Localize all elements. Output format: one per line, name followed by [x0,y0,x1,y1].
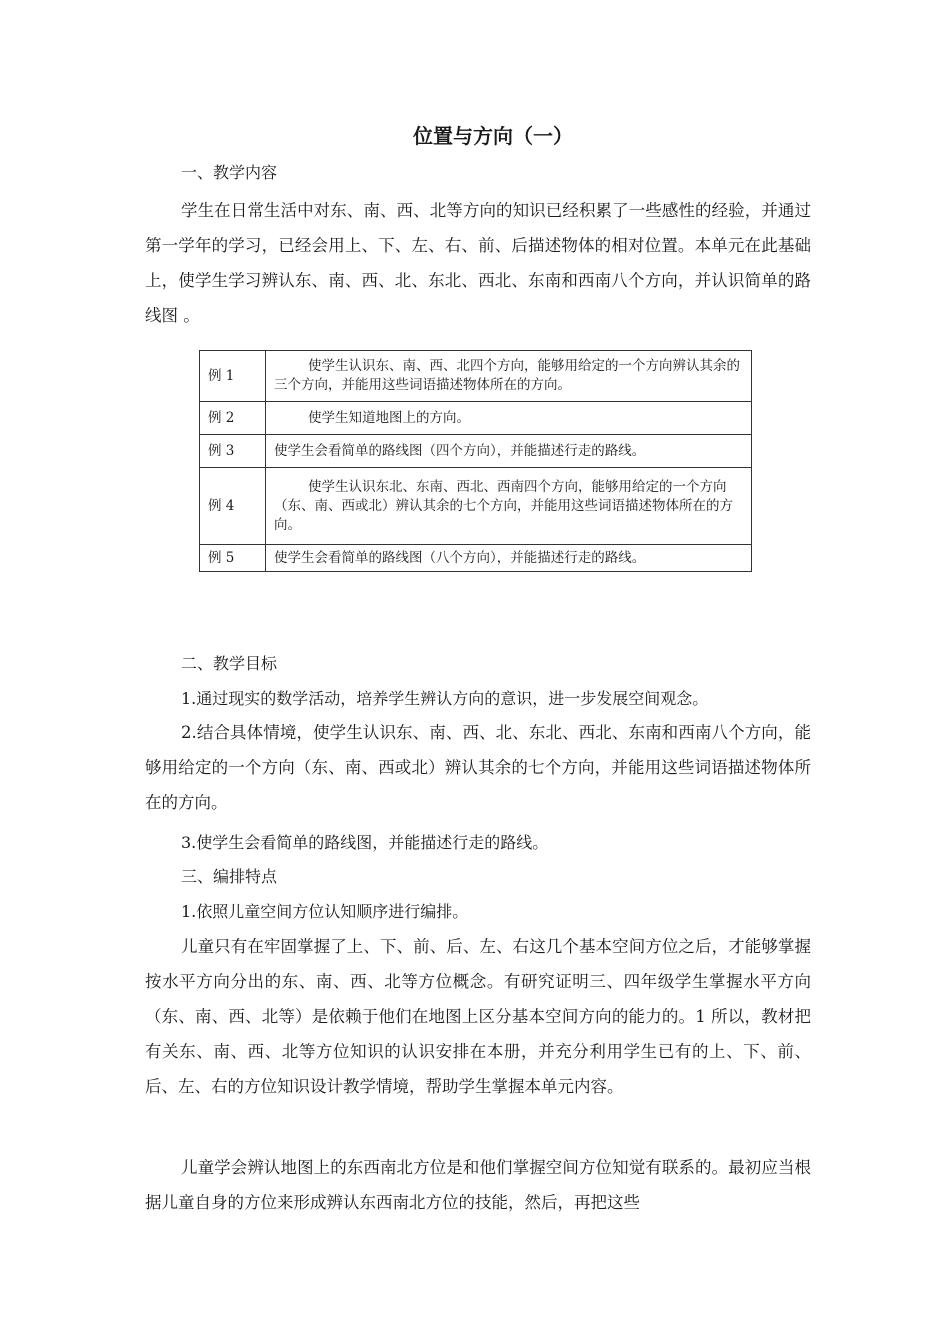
page-title: 位置与方向（一） [413,124,573,148]
example-label: 例 3 [200,435,266,468]
examples-table [199,350,752,572]
feature-paragraph: 儿童学会辨认地图上的东西南北方位是和他们掌握空间方位知觉有联系的。最初应当根据儿童自身的方位来形成辨认东西南北方位的技能，然后，再把这些 [145,1158,811,1212]
goal-item-2: 2.结合具体情境，使学生认识东、南、西、北、东北、西北、东南和西南八个方向，能够用给定的一个方向（东、南、西或北）辨认其余的七个方向，并能用这些词语描述物体所在的方向。 [145,723,811,812]
feature-item-1: 1.依照儿童空间方位认知顺序进行编排。 [181,902,469,921]
example-label: 例 2 [200,402,266,435]
example-text: 使学生知道地图上的方向。 [266,402,752,435]
feature-paragraph: 儿童只有在牢固掌握了上、下、前、后、左、右这几个基本空间方位之后，才能够掌握按水平方向分出的东、南、西、北等方位概念。有研究证明三、四年级学生掌握水平方向（东、南、西、北等）是依赖于他们在地图上区分基本空间方向的能力的。1 所以，教材把有关东、南、西、北等方位知识的认识安排在本册，并充分利用学生已有的上、下、前、后、左、右的方位知识设计教学情境，帮助学生掌握本单元内容。 [145,937,811,1096]
table-row [200,351,752,402]
section-heading-features: 三、编排特点 [181,867,278,886]
goal-item-3: 3.使学生会看简单的路线图，并能描述行走的路线。 [181,833,549,852]
content-paragraph: 学生在日常生活中对东、南、西、北等方向的知识已经积累了一些感性的经验，并通过第一学年的学习，已经会用上、下、左、右、前、后描述物体的相对位置。本单元在此基础上，使学生学习辨认东、南、西、北、东北、西北、东南和西南八个方向，并认识简单的路线图 。 [145,201,811,325]
example-text: 使学生会看简单的路线图（四个方向），并能描述行走的路线。 [266,435,752,468]
goal-item-1: 1.通过现实的数学活动，培养学生辨认方向的意识，进一步发展空间观念。 [181,689,709,708]
table-row [200,402,752,435]
example-label: 例 1 [200,351,266,402]
table-row [200,545,752,572]
table-row [200,435,752,468]
example-text: 使学生认识东、南、西、北四个方向，能够用给定的一个方向辨认其余的三个方向，并能用这些词语描述物体所在的方向。 [266,351,752,402]
example-text: 使学生会看简单的路线图（八个方向），并能描述行走的路线。 [266,545,752,572]
section-heading-content: 一、教学内容 [181,163,278,182]
section-heading-goals: 二、教学目标 [181,654,278,673]
table-row [200,468,752,545]
example-text: 使学生认识东北、东南、西北、西南四个方向，能够用给定的一个方向（东、南、西或北）辨认其余的七个方向，并能用这些词语描述物体所在的方向。 [266,468,752,545]
example-label: 例 4 [200,468,266,545]
example-label: 例 5 [200,545,266,572]
